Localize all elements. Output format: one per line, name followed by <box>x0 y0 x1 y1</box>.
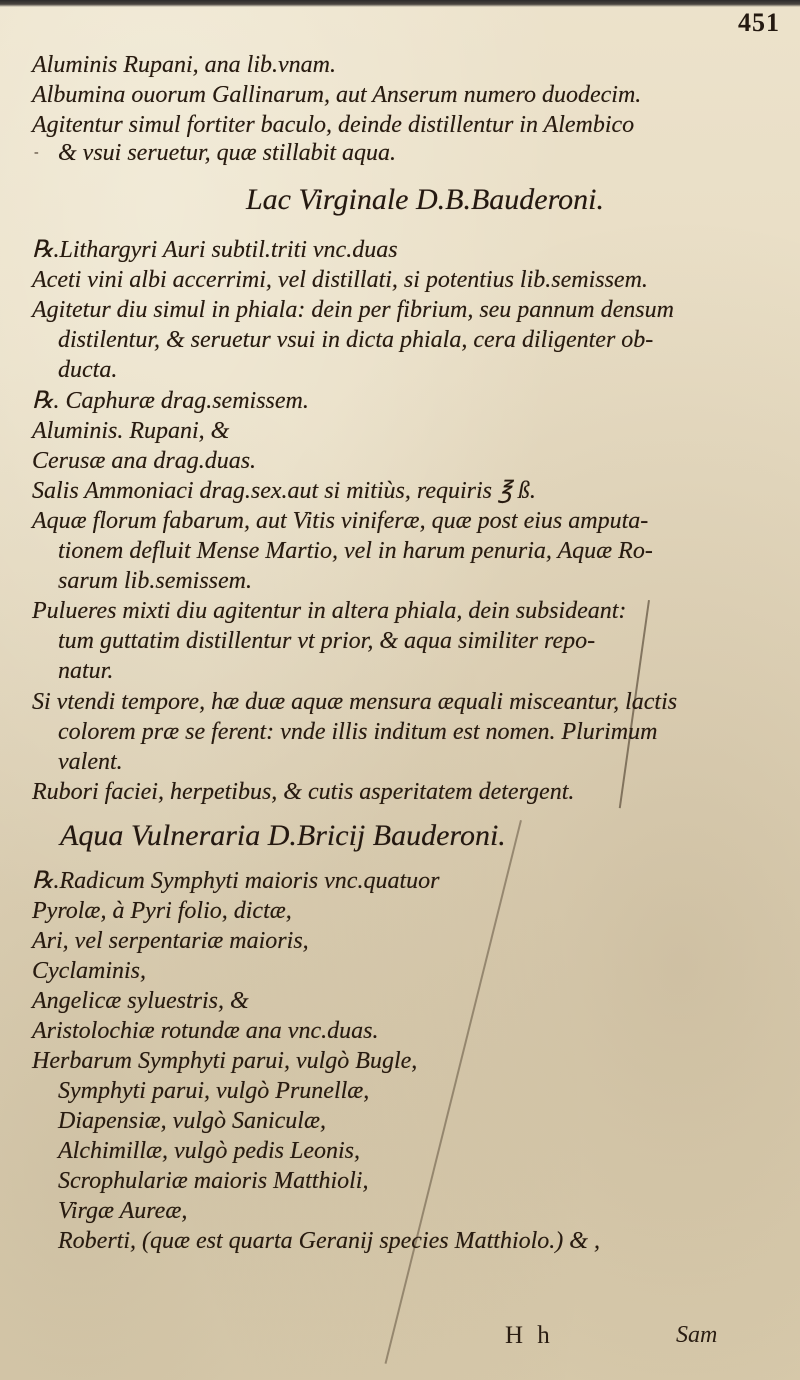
margin-mark: - <box>34 145 39 160</box>
text-line: sarum lib.semissem. <box>58 568 253 594</box>
text-line: Salis Ammoniaci drag.sex.aut si mitiùs, requiris ℥ ß. <box>32 478 536 504</box>
text-line: tum guttatim distillentur vt prior, & aqua similiter repo- <box>58 628 596 654</box>
text-line: ℞. Caphuræ drag.semissem. <box>32 388 309 414</box>
text-line: Albumina ouorum Gallinarum, aut Anserum numero duodecim. <box>32 82 642 108</box>
text-line: Si vtendi tempore, hæ duæ aquæ mensura æquali misceantur, lactis <box>32 689 678 715</box>
text-line: Cyclaminis, <box>32 958 146 984</box>
text-line: Herbarum Symphyti parui, vulgò Bugle, <box>32 1048 418 1074</box>
text-line: Roberti, (quæ est quarta Geranij species Matthiolo.) & , <box>58 1228 600 1254</box>
text-line: Alchimillæ, vulgò pedis Leonis, <box>58 1138 360 1164</box>
section-title-lac-virginale: Lac Virginale D.B.Bauderoni. <box>246 183 605 216</box>
text-line: Angelicæ syluestris, & <box>32 988 249 1014</box>
page-tear-mark <box>385 820 522 1364</box>
section-title-aqua-vulneraria: Aqua Vulneraria D.Bricij Bauderoni. <box>60 819 506 852</box>
text-line: tionem defluit Mense Martio, vel in harum penuria, Aquæ Ro- <box>58 538 653 564</box>
text-line: Cerusæ ana drag.duas. <box>32 448 257 474</box>
text-line: valent. <box>58 749 123 775</box>
text-line: Agitentur simul fortiter baculo, deinde distillentur in Alembico <box>32 112 635 138</box>
text-line: Aquæ florum fabarum, aut Vitis viniferæ, quæ post eius amputa- <box>32 508 649 534</box>
text-line: Pulueres mixti diu agitentur in altera phiala, dein subsideant: <box>32 598 627 624</box>
text-line: Aristolochiæ rotundæ ana vnc.duas. <box>32 1018 379 1044</box>
text-line: ℞.Lithargyri Auri subtil.triti vnc.duas <box>32 237 398 263</box>
text-line: Virgæ Aureæ, <box>58 1198 188 1224</box>
text-line: Scrophulariæ maioris Matthioli, <box>58 1168 369 1194</box>
text-line: distilentur, & seruetur vsui in dicta phiala, cera diligenter ob- <box>58 327 654 353</box>
text-line: Pyrolæ, à Pyri folio, dictæ, <box>32 898 292 924</box>
text-line: ℞.Radicum Symphyti maioris vnc.quatuor <box>32 868 440 894</box>
text-line: Aluminis. Rupani, & <box>32 418 230 444</box>
catchword: Sam <box>676 1322 718 1348</box>
text-line: Rubori faciei, herpetibus, & cutis asperitatem detergent. <box>32 779 575 805</box>
text-line: Symphyti parui, vulgò Prunellæ, <box>58 1078 370 1104</box>
signature-mark: H h <box>505 1322 554 1349</box>
text-line: natur. <box>58 658 114 684</box>
text-line: Diapensiæ, vulgò Saniculæ, <box>58 1108 326 1134</box>
text-line: & vsui seruetur, quæ stillabit aqua. <box>58 140 397 166</box>
page-top-edge <box>0 0 800 7</box>
text-line: ducta. <box>58 357 118 383</box>
text-line: Aluminis Rupani, ana lib.vnam. <box>32 52 336 78</box>
text-line: colorem præ se ferent: vnde illis inditum est nomen. Plurimum <box>58 719 658 745</box>
text-line: Agitetur diu simul in phiala: dein per fibrium, seu pannum densum <box>32 297 674 323</box>
text-line: Aceti vini albi accerrimi, vel distillati, si potentius lib.semissem. <box>32 267 648 293</box>
page-number: 451 <box>738 8 780 37</box>
text-line: Ari, vel serpentariæ maioris, <box>32 928 309 954</box>
